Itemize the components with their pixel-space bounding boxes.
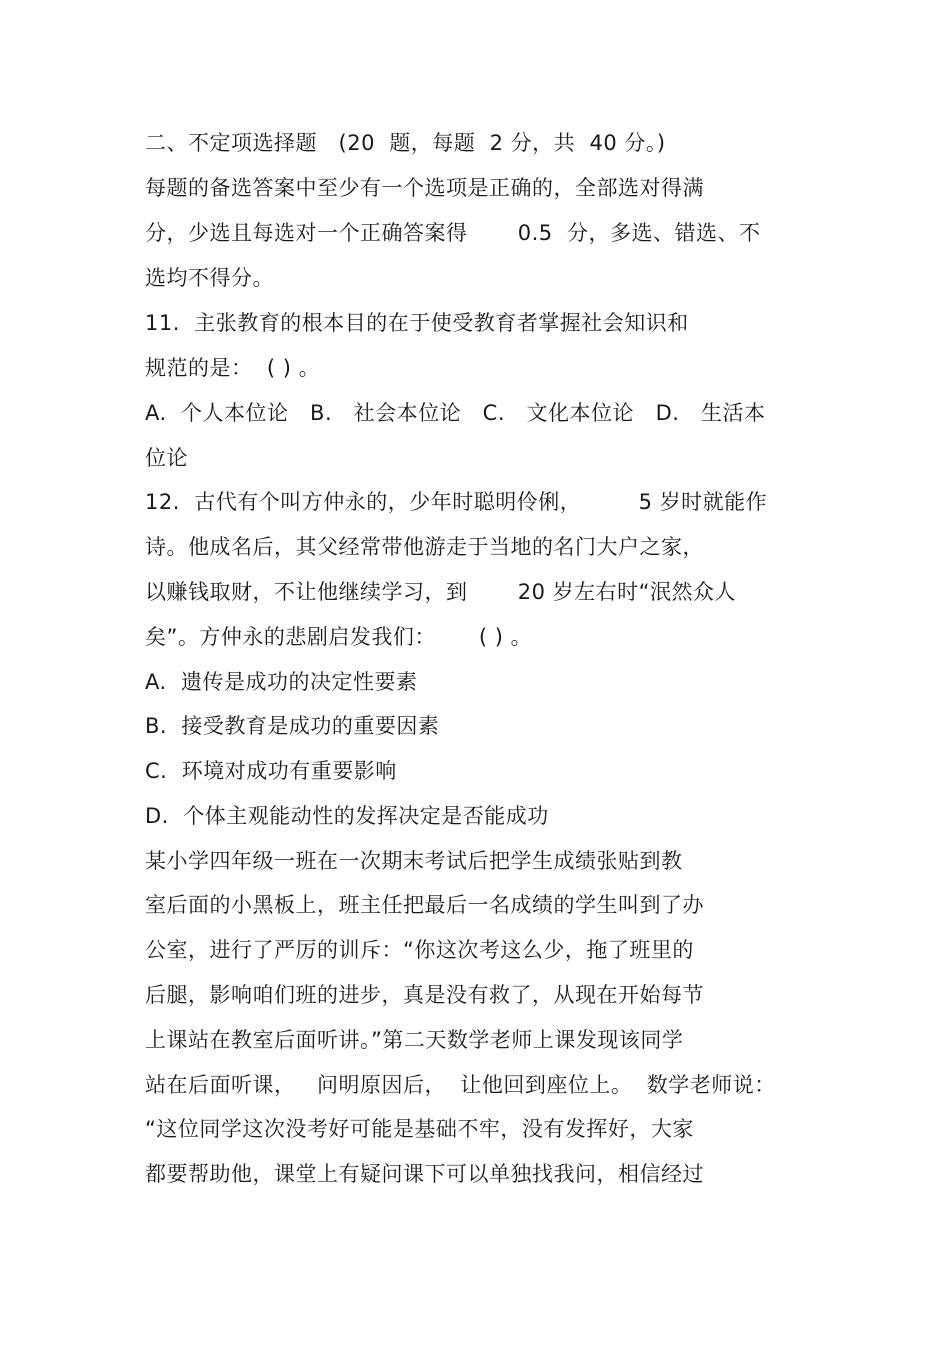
case-text-line-1: 某小学四年级一班在一次期末考试后把学生成绩张贴到教 — [145, 849, 683, 873]
question-11-options-1: A. 个人本位论 B. 社会本位论 C. 文化本位论 D. 生活本 — [145, 401, 766, 425]
question-11-stem-1: 11. 主张教育的根本目的在于使受教育者掌握社会知识和 — [145, 311, 689, 335]
case-text-line-7: “这位同学这次没考好可能是基础不牢，没有发挥好，大家 — [145, 1117, 694, 1141]
instruction-line-2: 分，少选且每选对一个正确答案得 0.5 分，多选、错选、不 — [145, 221, 761, 245]
case-text-line-5: 上课站在教室后面听讲。”第二天数学老师上课发现该同学 — [145, 1028, 684, 1052]
question-12-option-a: A. 遗传是成功的决定性要素 — [145, 670, 418, 694]
instruction-line-3: 选均不得分。 — [145, 266, 274, 290]
case-text-line-4: 后腿，影响咱们班的进步，真是没有救了，从现在开始每节 — [145, 983, 704, 1007]
instruction-line-1: 每题的备选答案中至少有一个选项是正确的，全部选对得满 — [145, 176, 704, 200]
case-text-line-2: 室后面的小黑板上，班主任把最后一名成绩的学生叫到了办 — [145, 893, 704, 917]
question-12-stem-4: 矣”。方仲永的悲剧启发我们： ( ) 。 — [145, 625, 533, 649]
case-text-line-6: 站在后面听课， 问明原因后， 让他回到座位上。 数学老师说： — [145, 1073, 776, 1097]
section-heading: 二、不定项选择题 (20 题，每题 2 分，共 40 分。) — [145, 131, 666, 155]
case-text-line-8: 都要帮助他，课堂上有疑问课下可以单独找我问，相信经过 — [145, 1162, 704, 1186]
question-12-stem-2: 诗。他成名后，其父经常带他游走于当地的名门大户之家， — [145, 535, 704, 559]
question-12-option-b: B. 接受教育是成功的重要因素 — [145, 714, 440, 738]
question-12-option-d: D. 个体主观能动性的发挥决定是否能成功 — [145, 804, 549, 828]
question-11-stem-2: 规范的是： ( ) 。 — [145, 356, 321, 380]
case-text-line-3: 公室，进行了严厉的训斥：“你这次考这么少，拖了班里的 — [145, 938, 694, 962]
question-12-stem-3: 以赚钱取财，不让他继续学习，到 20 岁左右时“泯然众人 — [145, 580, 737, 604]
question-11-options-2: 位论 — [145, 446, 188, 470]
question-12-stem-1: 12. 古代有个叫方仲永的，少年时聪明伶俐， 5 岁时就能作 — [145, 490, 768, 514]
question-12-option-c: C. 环境对成功有重要影响 — [145, 759, 397, 783]
